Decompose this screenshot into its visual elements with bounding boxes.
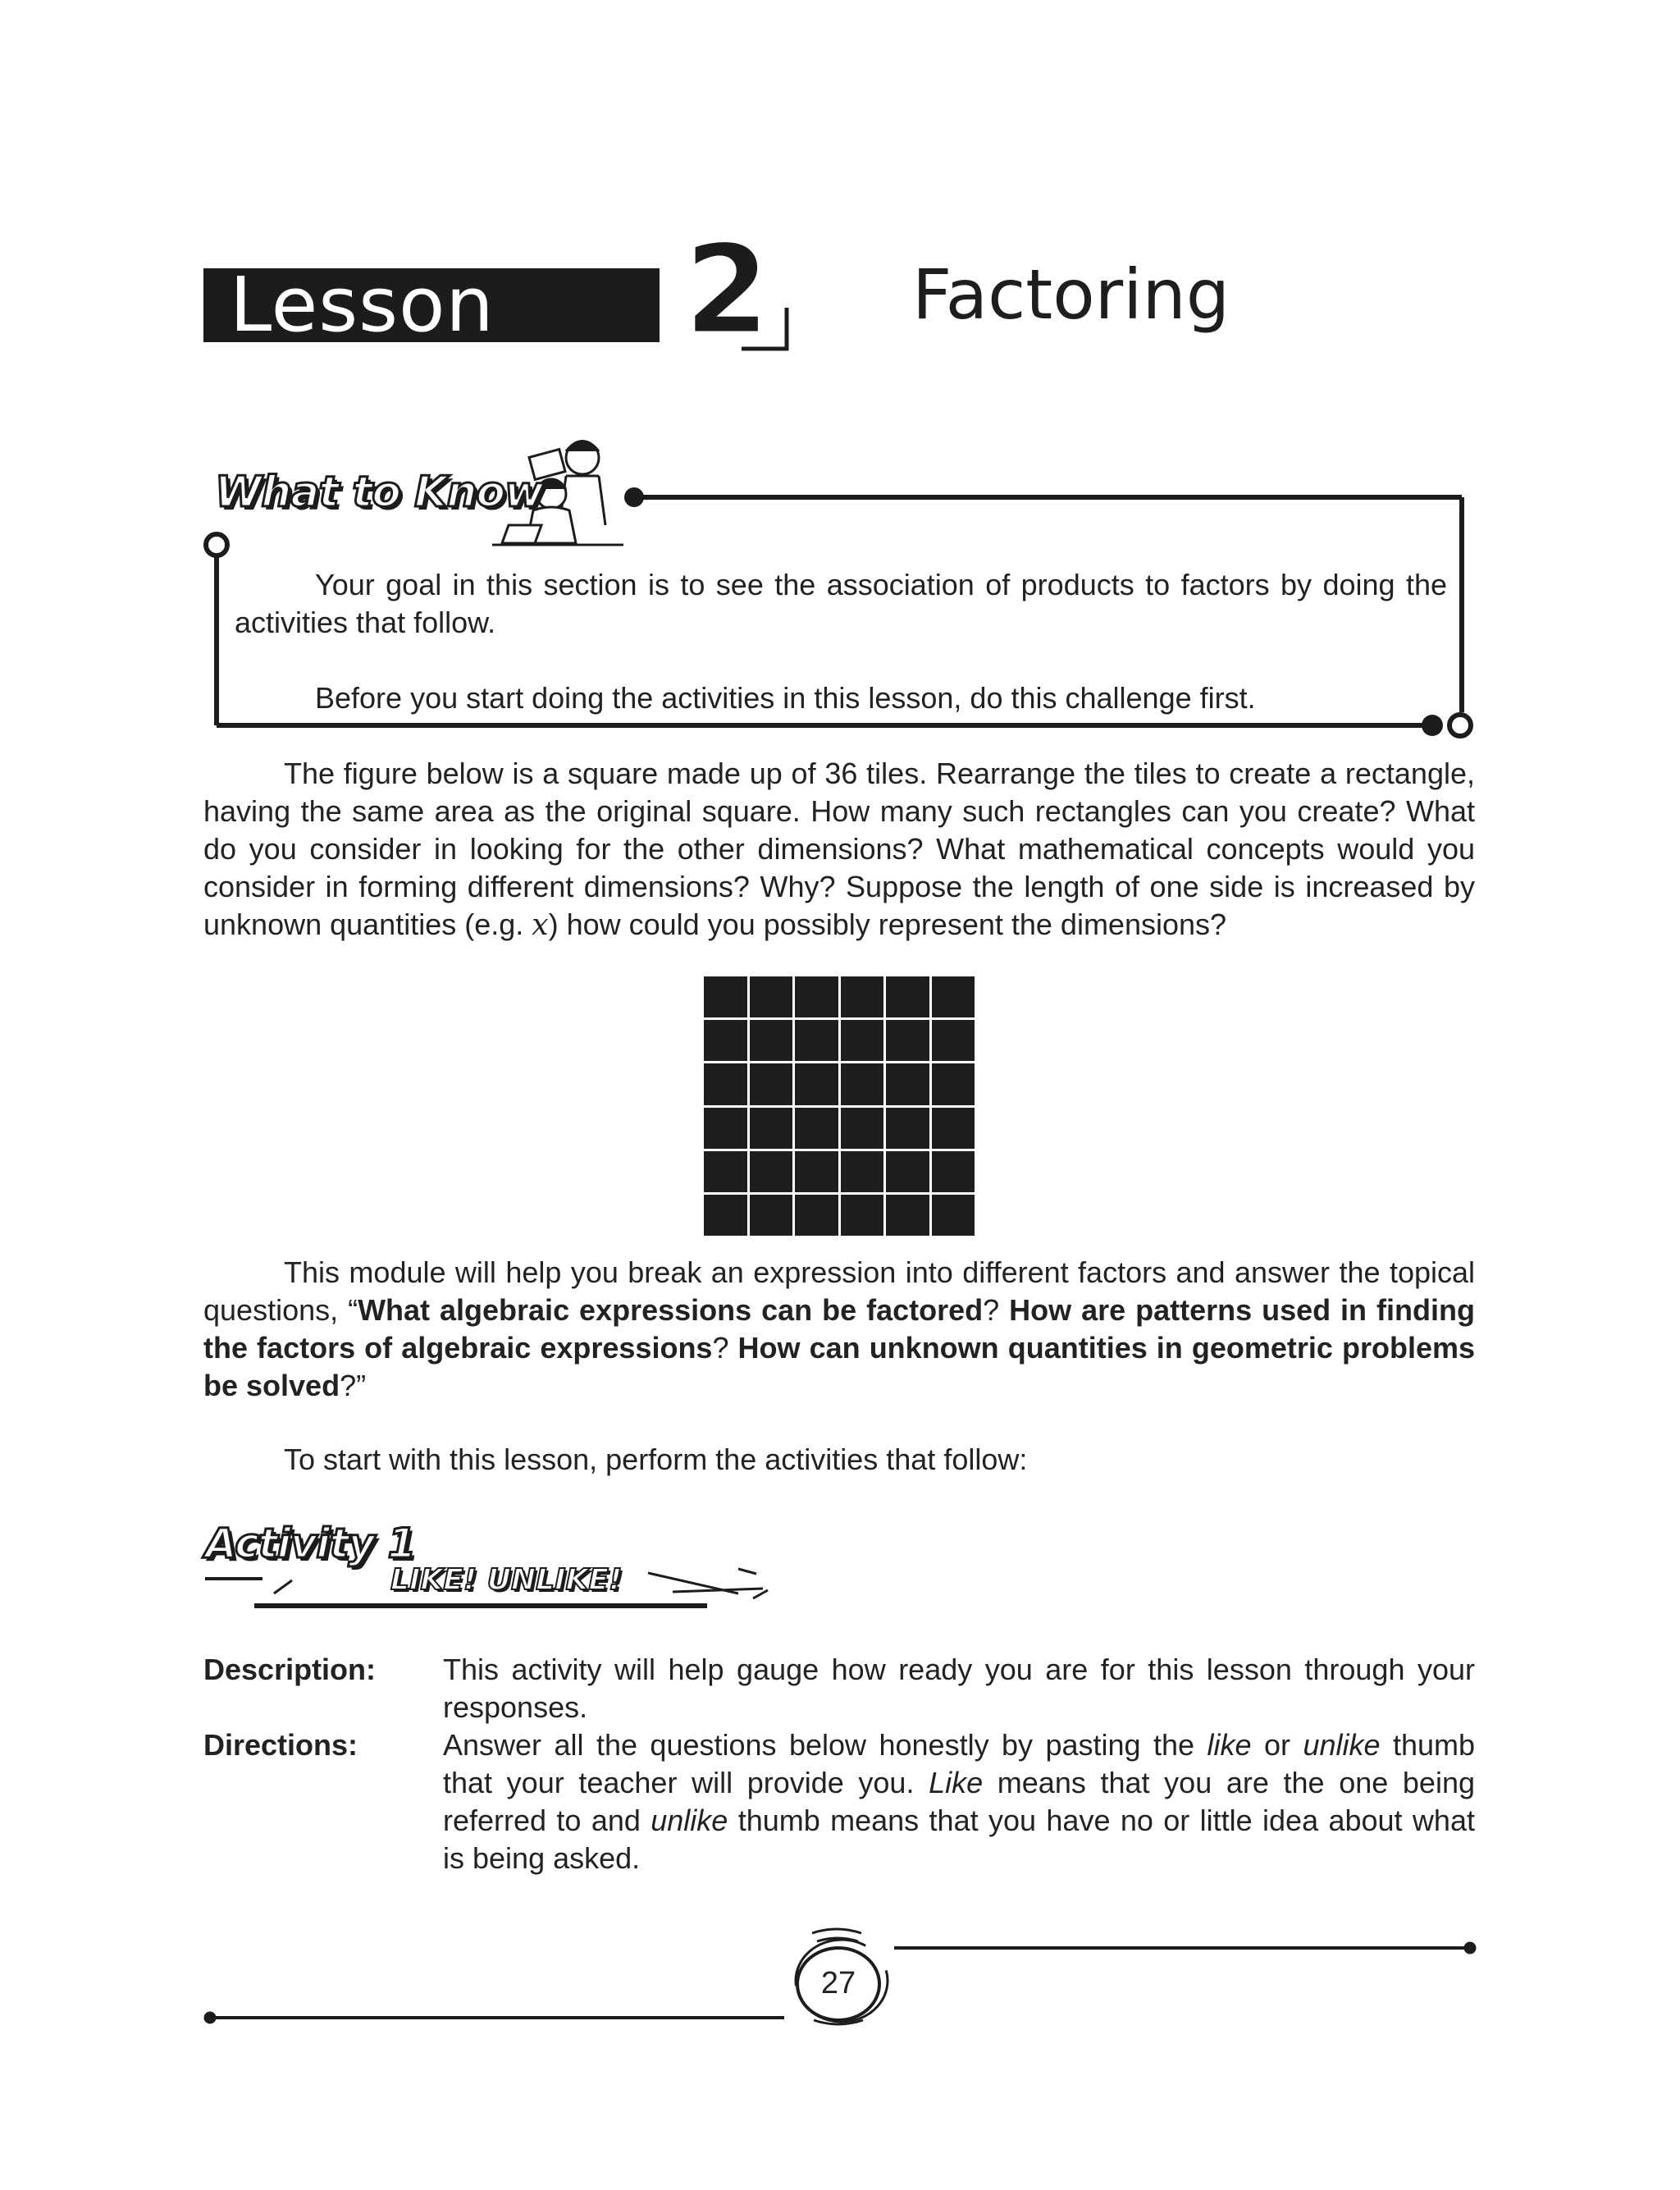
tile xyxy=(704,1195,747,1236)
directions-unlike-2: unlike xyxy=(651,1804,728,1837)
tile xyxy=(750,1151,793,1192)
challenge-text-end: ) how could you possibly represent the dimensions? xyxy=(548,908,1227,941)
frame-ring-right xyxy=(1449,715,1471,736)
challenge-text: The figure below is a square made up of 36 tiles. Rearrange the tiles to create a rectangle, having the same area as the original square. How many such rectangles can you create? What do you consider in looking for the other dimensions? What mathematical concepts would you consider in forming different dimensions? Why? Suppose the length of one side is increased by unknown quantities (e.g. xyxy=(203,757,1475,941)
tile xyxy=(750,976,793,1017)
tile xyxy=(932,1020,975,1061)
goal-paragraph: Your goal in this section is to see the association of products to factors by doing the activities that follow. xyxy=(235,568,1447,639)
tile xyxy=(704,976,747,1017)
activity-subtitle: LIKE! UNLIKE! xyxy=(390,1563,623,1597)
module-intro: This module will help you break an expression into different factors and answer the topical questions, “ xyxy=(203,1255,1475,1327)
tile xyxy=(704,1108,747,1149)
tile-square-figure xyxy=(704,976,975,1236)
question-patterns: How are patterns used in finding the factors of algebraic expressions xyxy=(203,1293,1475,1365)
challenge-paragraph xyxy=(203,755,1475,944)
tile xyxy=(886,1063,929,1104)
tile xyxy=(841,1063,884,1104)
tile xyxy=(886,1020,929,1061)
tile xyxy=(932,1195,975,1236)
directions-part: or xyxy=(1251,1728,1303,1762)
tile xyxy=(704,1151,747,1192)
tile xyxy=(932,976,975,1017)
tile xyxy=(932,1063,975,1104)
description-text: This activity will help gauge how ready you are for this lesson through your responses. xyxy=(443,1653,1475,1724)
tile xyxy=(886,1108,929,1149)
tile xyxy=(932,1108,975,1149)
tile xyxy=(841,1020,884,1061)
activity-heading: Activity 1 xyxy=(205,1520,416,1567)
module-sep-1: ? xyxy=(983,1293,1010,1327)
directions-part: means that you are the one being referred to and xyxy=(443,1766,1475,1837)
directions-part: thumb means that you have no or little idea about what is being asked. xyxy=(443,1804,1475,1875)
lesson-number: 2 xyxy=(684,226,770,357)
directions-like-cap: Like xyxy=(929,1766,984,1799)
module-sep-2: ? xyxy=(712,1331,738,1365)
directions-part: thumb that your teacher will provide you. xyxy=(443,1728,1475,1799)
description-label: Description: xyxy=(203,1653,377,1686)
challenge-intro-paragraph: Before you start doing the activities in this lesson, do this challenge first. xyxy=(315,681,1256,715)
tile xyxy=(750,1195,793,1236)
tile xyxy=(795,1063,838,1104)
question-factored: What algebraic expressions can be factored xyxy=(358,1293,984,1327)
page-number: 27 xyxy=(820,1966,856,2000)
start-paragraph: To start with this lesson, perform the activities that follow: xyxy=(284,1442,1028,1476)
challenge-variable: x xyxy=(532,908,549,942)
tile xyxy=(932,1151,975,1192)
directions-like: like xyxy=(1207,1728,1252,1762)
directions-part: Answer all the questions below honestly by pasting the xyxy=(443,1728,1208,1762)
frame-ring-left xyxy=(206,534,227,556)
lesson-label: Lesson xyxy=(230,261,495,349)
tile xyxy=(886,1195,929,1236)
tile xyxy=(795,1151,838,1192)
tile xyxy=(704,1020,747,1061)
tile xyxy=(795,1108,838,1149)
module-outro: ?” xyxy=(340,1369,367,1402)
tile xyxy=(750,1108,793,1149)
lesson-title: Factoring xyxy=(912,254,1230,335)
directions-text xyxy=(443,1726,1475,1877)
tile xyxy=(795,976,838,1017)
tile xyxy=(841,1108,884,1149)
module-paragraph xyxy=(203,1254,1475,1405)
tile xyxy=(841,976,884,1017)
tile xyxy=(750,1063,793,1104)
tile xyxy=(886,976,929,1017)
tile xyxy=(795,1195,838,1236)
tile xyxy=(795,1020,838,1061)
tile xyxy=(886,1151,929,1192)
tile xyxy=(841,1195,884,1236)
tile xyxy=(750,1020,793,1061)
frame-dot-bottom xyxy=(1422,715,1443,736)
tile xyxy=(704,1063,747,1104)
tile xyxy=(841,1151,884,1192)
directions-label: Directions: xyxy=(203,1728,358,1762)
question-unknown-quantities: How can unknown quantities in geometric problems be solved xyxy=(203,1331,1476,1402)
what-to-know-heading: What to Know xyxy=(215,468,544,517)
directions-unlike: unlike xyxy=(1303,1728,1381,1762)
